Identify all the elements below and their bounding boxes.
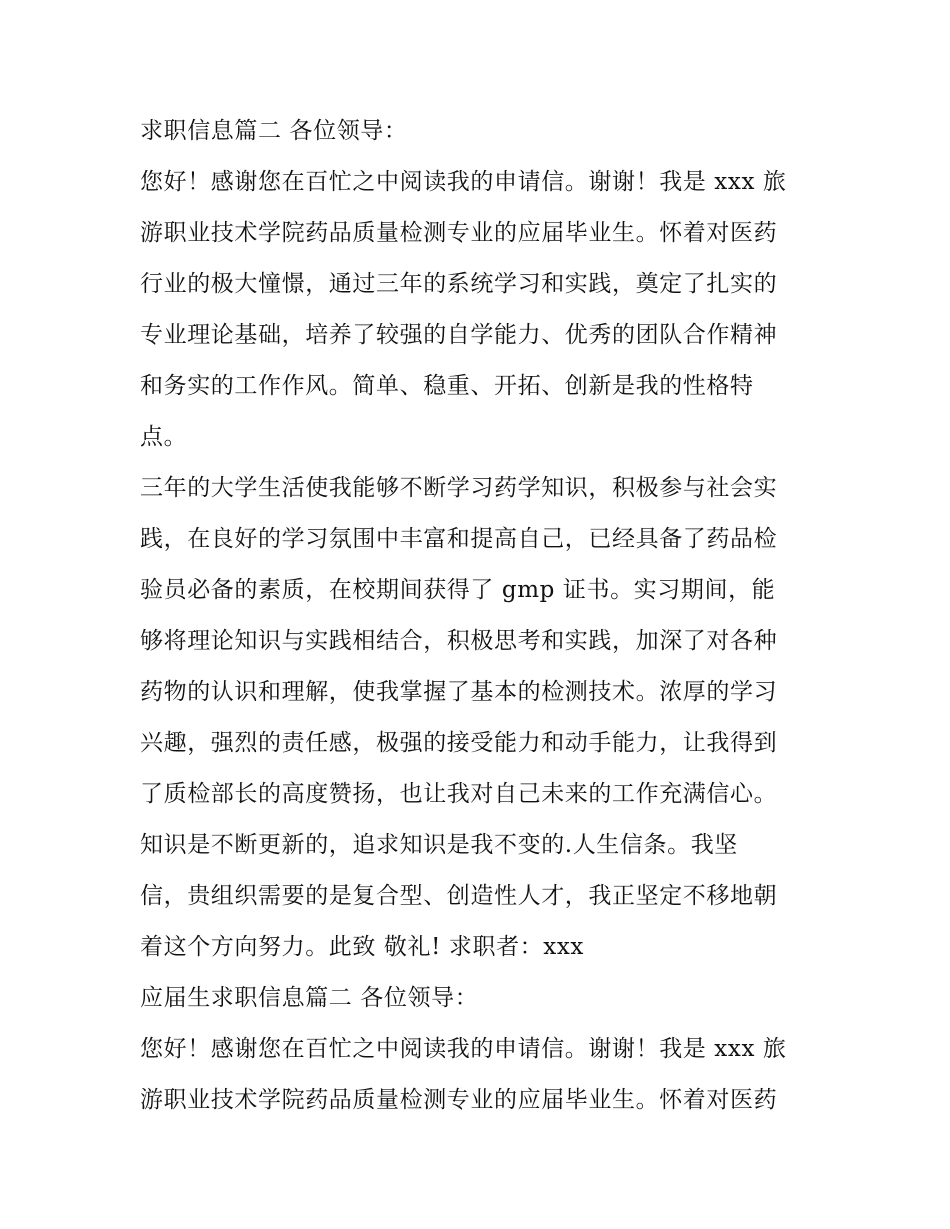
text-line: 您好！感谢您在百忙之中阅读我的申请信。谢谢！我是 xxx 旅 [140, 1036, 787, 1062]
text-line: 够将理论知识与实践相结合，积极思考和实践，加深了对各种 [140, 628, 778, 654]
text-line: 专业理论基础，培养了较强的自学能力、优秀的团队合作精神 [140, 322, 778, 348]
text-line: 践，在良好的学习氛围中丰富和提高自己，已经具备了药品检 [140, 526, 778, 552]
text-line: 药物的认识和理解，使我掌握了基本的检测技术。浓厚的学习 [140, 679, 778, 705]
text-line: 行业的极大憧憬，通过三年的系统学习和实践，奠定了扎实的 [140, 271, 778, 297]
text-line: 信，贵组织需要的是复合型、创造性人才，我正坚定不移地朝 [140, 883, 778, 909]
text-line: 兴趣，强烈的责任感，极强的接受能力和动手能力，让我得到 [140, 730, 778, 756]
text-line: 着这个方向努力。此致 敬礼! 求职者：xxx [140, 934, 584, 960]
text-line: 应届生求职信息篇二 各位领导： [140, 985, 479, 1011]
text-line: 知识是不断更新的，追求知识是我不变的.人生信条。我坚 [140, 832, 738, 858]
text-line: 三年的大学生活使我能够不断学习药学知识，积极参与社会实 [140, 475, 778, 501]
text-line: 验员必备的素质，在校期间获得了 gmp 证书。实习期间，能 [140, 577, 776, 603]
document-body [140, 106, 820, 1126]
text-line: 点。 [140, 424, 188, 450]
text-line: 您好！感谢您在百忙之中阅读我的申请信。谢谢！我是 xxx 旅 [140, 169, 787, 195]
text-line: 求职信息篇二 各位领导： [140, 118, 408, 144]
text-line: 了质检部长的高度赞扬，也让我对自己未来的工作充满信心。 [140, 781, 778, 807]
text-line: 和务实的工作作风。简单、稳重、开拓、创新是我的性格特 [140, 373, 754, 399]
text-line: 游职业技术学院药品质量检测专业的应届毕业生。怀着对医药 [140, 1087, 778, 1113]
text-line: 游职业技术学院药品质量检测专业的应届毕业生。怀着对医药 [140, 220, 778, 246]
